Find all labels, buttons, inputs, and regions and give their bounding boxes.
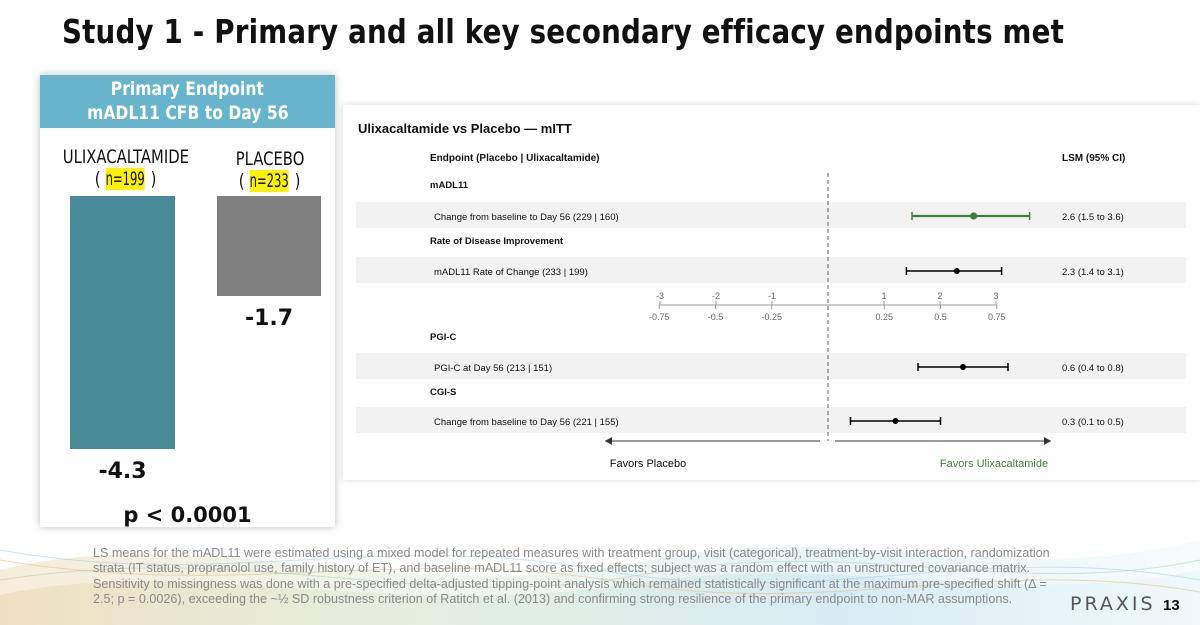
forest-ci-text: 2.3 (1.4 to 3.1) <box>1062 267 1124 278</box>
drug-value-label: -4.3 <box>98 459 147 485</box>
forest-axis-tick-label-upper: -1 <box>767 291 777 301</box>
favors-drug-arrowhead <box>1044 437 1051 445</box>
drug-n-label: ( n=199 ) <box>95 168 157 190</box>
forest-axis-tick-label-lower: 0.75 <box>987 312 1006 322</box>
drug-label: ULIXACALTAMIDE <box>62 146 190 168</box>
p-value: p < 0.0001 <box>123 503 252 527</box>
forest-title: Ulixacaltamide vs Placebo — mITT <box>358 121 572 136</box>
favors-drug-label: Favors Ulixacaltamide <box>939 458 1049 470</box>
forest-col-header-right: LSM (95% CI) <box>1062 153 1126 164</box>
forest-col-header-left: Endpoint (Placebo | Ulixacaltamide) <box>430 153 600 164</box>
forest-axis-tick-label-upper: 1 <box>881 291 887 301</box>
forest-row-label: Change from baseline to Day 56 (221 | 155) <box>434 417 619 428</box>
forest-point-estimate <box>893 418 899 424</box>
forest-group-label: CGI-S <box>430 387 457 398</box>
forest-group-label: Rate of Disease Improvement <box>430 236 564 247</box>
forest-axis-tick-label-upper: -3 <box>655 291 665 301</box>
panel-header-line2: mADL11 CFB to Day 56 <box>86 102 289 124</box>
forest-plot <box>343 105 1200 480</box>
forest-group-label: PGI-C <box>430 332 457 343</box>
forest-point-estimate <box>954 268 960 274</box>
praxis-logo: PRAXIS <box>1070 593 1156 615</box>
forest-row-label: Change from baseline to Day 56 (229 | 160) <box>434 212 619 223</box>
forest-axis-tick-label-lower: 0.5 <box>934 312 947 322</box>
panel-header-line1: Primary Endpoint <box>110 78 265 100</box>
forest-row-label: mADL11 Rate of Change (233 | 199) <box>434 267 588 278</box>
placebo-label: PLACEBO <box>235 148 305 170</box>
placebo-n-label: ( n=233 ) <box>239 170 301 192</box>
slide-title: Study 1 - Primary and all key secondary efficacy endpoints met <box>62 12 1064 51</box>
primary-endpoint-panel <box>40 75 335 527</box>
forest-ci-text: 0.6 (0.4 to 0.8) <box>1062 363 1124 374</box>
drug-bar <box>70 196 175 449</box>
placebo-value-label: -1.7 <box>244 306 294 332</box>
forest-point-estimate <box>960 364 966 370</box>
forest-plot-card <box>343 105 1200 480</box>
forest-ci-text: 0.3 (0.1 to 0.5) <box>1062 417 1124 428</box>
panel-header <box>40 75 335 128</box>
forest-axis-tick-label-upper: 2 <box>937 291 943 301</box>
footnote: LS means for the mADL11 were estimated using a mixed model for repeated measures with treatment group, visit (categorical), treatment-by-visit interaction, randomization strata (IT status, propranolol use, family history of ET), and baseline mADL11 score as fixed effects; subject was a random effect with an unstructured covariance matrix. Sensitivity to missingness was done with a pre-specified delta-adjusted tipping-point analysis which remained statistically significant at the maximum pre-specified shift (Δ = 2.5; p = 0.0026), exceeding the ~½ SD robustness criterion of Ratitch et al. (2013) and confirming strong resilience of the primary endpoint to non-MAR assumptions. <box>93 546 1050 607</box>
forest-ci-text: 2.6 (1.5 to 3.6) <box>1062 212 1124 223</box>
forest-group-label: mADL11 <box>430 180 469 191</box>
forest-row-label: PGI-C at Day 56 (213 | 151) <box>434 363 553 374</box>
forest-axis-tick-label-upper: -2 <box>711 291 721 301</box>
favors-placebo-arrowhead <box>605 437 612 445</box>
forest-axis-tick-label-lower: -0.5 <box>707 312 724 322</box>
forest-axis-tick-label-lower: -0.25 <box>761 312 783 322</box>
forest-axis-tick-label-lower: 0.25 <box>875 312 894 322</box>
placebo-bar <box>217 196 321 296</box>
forest-point-estimate <box>970 212 977 219</box>
forest-axis-tick-label-upper: 3 <box>993 291 999 301</box>
forest-axis-tick-label-lower: -0.75 <box>648 312 670 322</box>
favors-placebo-label: Favors Placebo <box>609 458 687 470</box>
page-number: 13 <box>1163 597 1180 614</box>
